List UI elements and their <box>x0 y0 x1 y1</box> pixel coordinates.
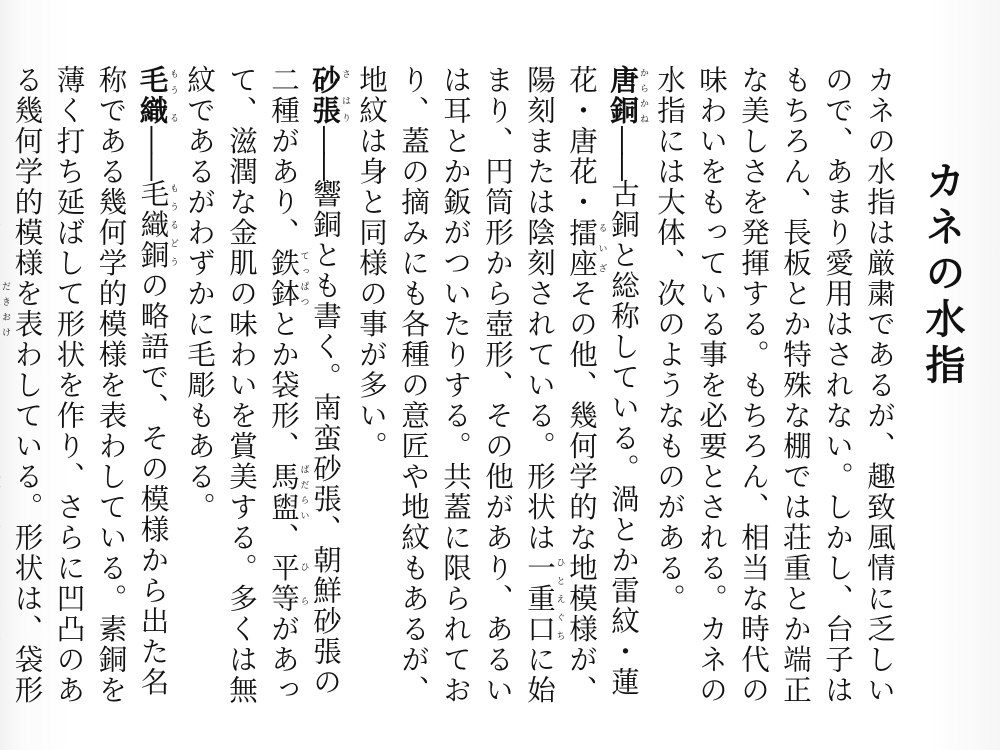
entry-text: 古銅と総称している。渦とか雷紋・蓮花・唐花・ <box>565 65 640 698</box>
entry-karakane <box>350 36 648 708</box>
page-title: カネの水指 <box>919 160 966 390</box>
entry-text: 、 <box>267 522 300 553</box>
ruby-reading: てっぱつ <box>298 248 309 309</box>
term-reading: さ はり <box>340 65 350 126</box>
entry-term: 唐銅からかね <box>606 65 648 126</box>
entry-moru <box>0 36 178 708</box>
term-reading: もう る <box>168 65 178 126</box>
entry-text: があって、滋潤な金肌の味わいを賞美する。多くは無紋であるがわずかに毛彫もある。 <box>183 65 300 706</box>
ruby-word: 馬盥ばだらい <box>267 461 309 523</box>
ruby-word: 擂座るいざ <box>565 217 607 279</box>
ruby-reading: だきおけ <box>0 278 10 340</box>
em-dash: ―― <box>309 126 342 179</box>
ruby-word: 平等ひら <box>267 553 309 614</box>
ruby-reading: ばだらい <box>298 461 309 523</box>
entry-text: その他、幾何学的な地模様が、陽刻または陰刻されている。形状は <box>523 65 598 706</box>
entry-sahari <box>178 36 350 708</box>
ruby-reading: ひとえぐち <box>554 553 565 645</box>
entry-term: 毛織もう る <box>135 65 178 126</box>
em-dash: ―― <box>136 126 170 179</box>
entry-text: に始まり、円筒形から壺形、その他があり、あるいは耳とか鈑がついたりする。共蓋に限られており、蓋の摘みにも各種の意匠や地紋もあるが、地紋は身と同様の事が多い。 <box>355 65 556 706</box>
ruby-reading: もうるどう <box>168 179 178 271</box>
ruby-reading: るいざ <box>596 217 607 279</box>
term-reading: からかね <box>638 65 648 126</box>
entry-text: とか袋形、 <box>267 309 300 462</box>
ruby-word: 鉄鉢てっぱつ <box>267 248 309 309</box>
em-dash: ―― <box>607 126 640 179</box>
body-text <box>0 36 900 708</box>
intro-paragraph <box>648 36 900 708</box>
entry-term: 砂張さ はり <box>308 65 350 126</box>
ruby-word: 一重口ひとえぐち <box>523 553 565 645</box>
intro-text: カネの水指は厳粛であるが、趣致風情に乏しいので、あまり愛用はされない。しかし、台子はもちろん、長板とか特殊な棚では荘重とか端正な美しさを発揮する。もちろん、相当な時代の味わいをもっている事を必要とされる。カネの水指には大体、次のようなものがある。 <box>653 65 896 706</box>
entry-text: 響銅とも書く。南蛮砂張、朝鮮砂張の二種があり、 <box>267 65 342 698</box>
ruby-reading: ひら <box>298 553 309 614</box>
entry-text: の略語で、その模様から出た名称である幾何学的模様を表わしている。素銅を薄く打ち延ばして形状を作り、さらに凹凸のある幾何学的模様を表わしている。形状は、袋形 <box>10 65 170 706</box>
ruby-word: 毛織銅もうるどう <box>136 179 178 271</box>
ruby-word <box>0 278 10 340</box>
